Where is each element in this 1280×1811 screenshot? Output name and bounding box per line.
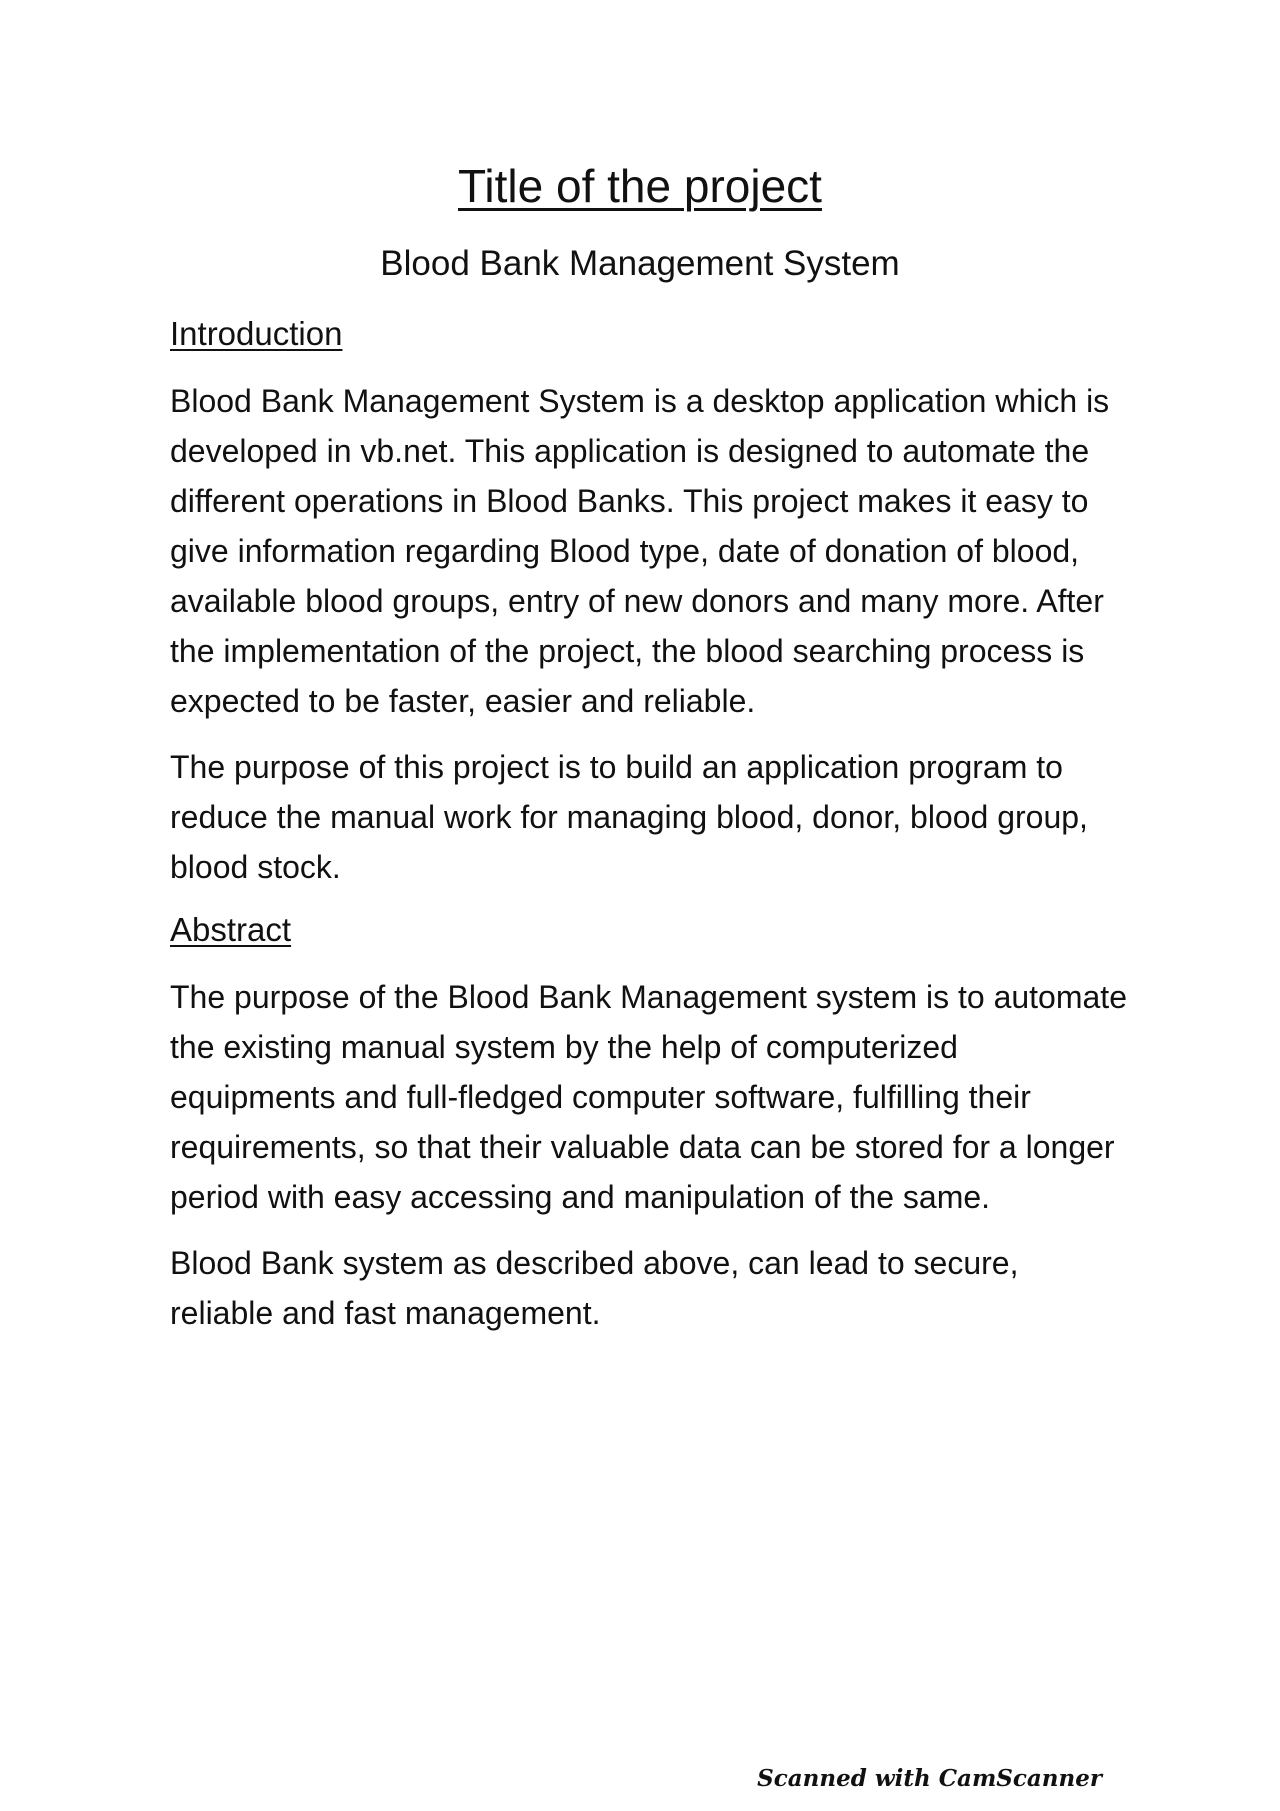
paragraph: Blood Bank Management System is a desktop application which is developed in vb.net. This application is designed to automate the different operations in Blood Banks. This project makes it easy to give information regarding Blood type, date of donation of blood, available blood groups, entry of new donors and many more. After the implementation of the project, the blood searching process is expected to be faster, easier and reliable. [170,383,1110,719]
page-title [0,158,1280,214]
page-title-text: Title of the project [458,160,822,212]
section-heading-introduction: Introduction [170,315,343,352]
project-name: Blood Bank Management System [380,244,900,283]
paragraph: The purpose of this project is to build an application program to reduce the manual work for managing blood, donor, blood group, blood stock. [170,749,1088,885]
section-introduction [170,312,1130,892]
section-abstract [170,908,1130,1338]
paragraph: The purpose of the Blood Bank Management system is to automate the existing manual system by the help of computerized equipments and full-fledged computer software, fulfilling their requirements, so that their valuable data can be stored for a longer period with easy accessing and manipulation of the same. [170,979,1127,1215]
section-heading-abstract: Abstract [170,911,292,948]
document-body [170,312,1130,1354]
scanner-watermark: Scanned with CamScanner [757,1765,1102,1792]
paragraph: Blood Bank system as described above, can lead to secure, reliable and fast management. [170,1245,1019,1331]
